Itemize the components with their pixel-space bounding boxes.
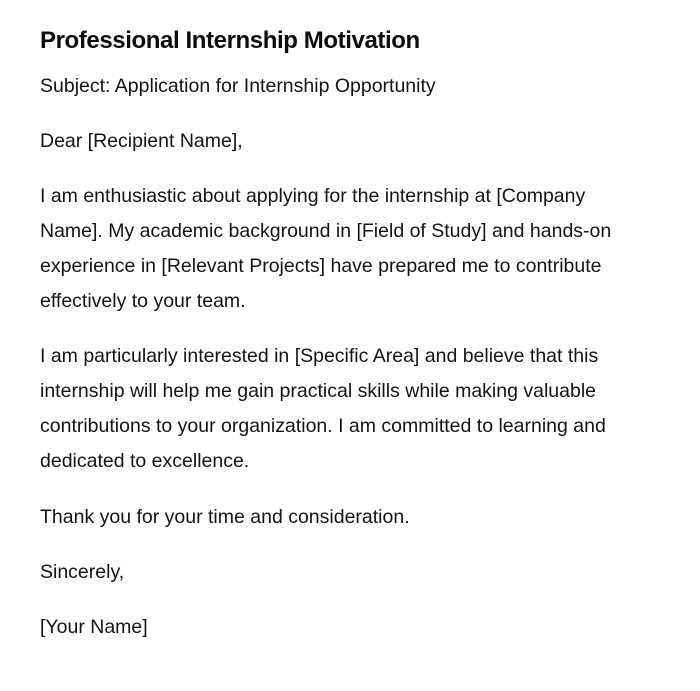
document-title: Professional Internship Motivation (40, 27, 420, 54)
body-paragraph-intro: I am enthusiastic about applying for the internship at [Company Name]. My academic background in [Field of Study] and hands-on experience in [Relevant Projects] have prepared me to contribute effectively to your team. (40, 185, 612, 312)
thank-you-line: Thank you for your time and consideration. (40, 506, 410, 528)
body-paragraph-interest: I am particularly interested in [Specific Area] and believe that this internship will help me gain practical skills while making valuable contributions to your organization. I am committed to learning and dedicated to excellence. (40, 345, 606, 472)
closing-line: Sincerely, (40, 561, 125, 583)
salutation: Dear [Recipient Name], (40, 130, 243, 152)
subject-line: Subject: Application for Internship Opportunity (40, 75, 436, 97)
signature-name: [Your Name] (40, 616, 148, 638)
